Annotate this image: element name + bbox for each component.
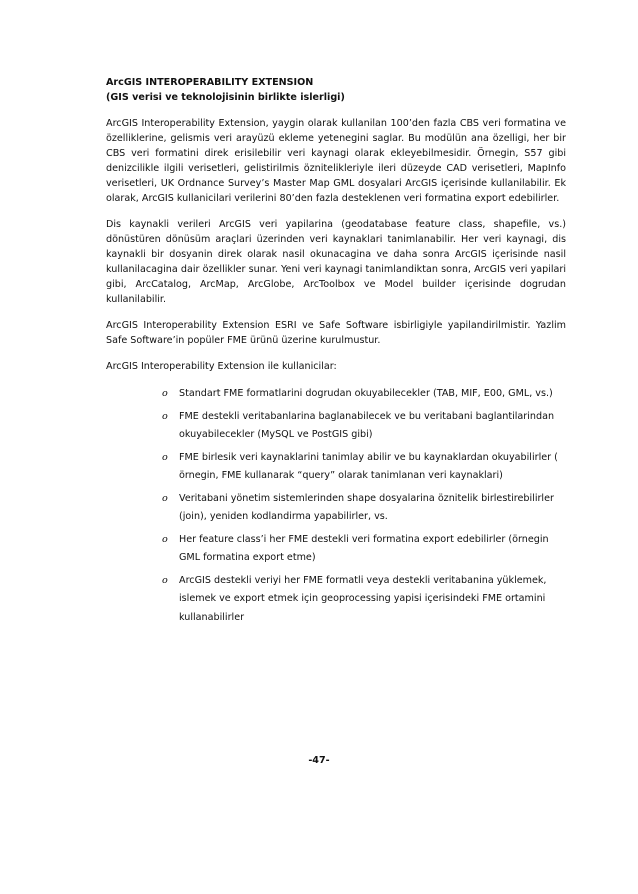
list-item-text: FME birlesik veri kaynaklarini tanimlay abilir ve bu kaynaklardan okuyabilirler ( örnegin, FME kullanarak “query” olarak tanimlanan veri kaynaklari)	[179, 451, 558, 481]
bullet-marker: o	[162, 533, 168, 545]
list-item	[162, 490, 566, 527]
list-item-text: Veritabani yönetim sistemlerinden shape dosyalarina öznitelik birlestirebilirler (join), yeniden kodlandirma yapabilirler, vs.	[179, 492, 554, 522]
paragraph-list-intro: ArcGIS Interoperability Extension ile kullanicilar:	[106, 361, 337, 372]
page-number: -47-	[308, 755, 330, 766]
list-item-text: FME destekli veritabanlarina baglanabilecek ve bu veritabani baglantilarindan okuyabilecekler (MySQL ve PostGIS gibi)	[179, 410, 555, 440]
capabilities-list	[106, 385, 566, 627]
section-subtitle: (GIS verisi ve teknolojisinin birlikte islerligi)	[106, 92, 345, 103]
bullet-marker: o	[162, 574, 168, 586]
paragraph-intro: ArcGIS Interoperability Extension, yaygin olarak kullanilan 100’den fazla CBS veri formatina ve özelliklerine, gelismis veri arayüzü ekleme yetenegini saglar. Bu modülün ana özelligi, her bir CBS veri formatini direk erisilebilir veri kaynagi olarak ekleyebilmesidir. Örnegin, S57 gibi denizcilikle ilgili verisetleri, gelistirilmis öznitelikleriyle ileri düzeyde CAD verisetleri, MapInfo verisetleri, UK Ordnance Survey’s Master Map GML dosyalari ArcGIS içerisinde kullanilabilir. Ek olarak, ArcGIS kullanicilari verilerini 80’den fazla desteklenen veri formatina export edebilirler.	[106, 118, 566, 204]
page-content	[106, 75, 566, 631]
list-item-text: ArcGIS destekli veriyi her FME formatli veya destekli veritabanina yüklemek, islemek ve export etmek için geoprocessing yapisi içerisindeki FME ortamini kullanabilirler	[179, 574, 547, 623]
list-item	[162, 531, 566, 568]
paragraph-data-sources: Dis kaynakli verileri ArcGIS veri yapilarina (geodatabase feature class, shapefile, vs.) dönüstüren dönüsüm araçlari üzerinden veri kaynaklari tanimlanabilir. Her veri kaynagi, dis kaynakli bir dosyanin direk olarak nasil okunacagina ve daha sonra ArcGIS içerisinde nasil kullanilacagina dair özellikler sunar. Yeni veri kaynagi tanimlandiktan sonra, ArcGIS veri yapilari gibi, ArcCatalog, ArcMap, ArcGlobe, ArcToolbox ve Model builder içerisinde dogrudan kullanilabilir.	[106, 219, 566, 305]
list-item	[162, 385, 566, 404]
bullet-marker: o	[162, 410, 168, 422]
section-title: ArcGIS INTEROPERABILITY EXTENSION	[106, 77, 314, 88]
bullet-marker: o	[162, 388, 168, 399]
list-item	[162, 572, 566, 628]
list-item	[162, 408, 566, 445]
list-item	[162, 449, 566, 486]
bullet-marker: o	[162, 492, 168, 504]
list-item-text: Her feature class’i her FME destekli veri formatina export edebilirler (örnegin GML formatina export etme)	[179, 533, 549, 563]
paragraph-fme: ArcGIS Interoperability Extension ESRI ve Safe Software isbirligiyle yapilandirilmistir. Yazlim Safe Software’in popüler FME ürünü üzerine kurulmustur.	[106, 320, 566, 346]
list-item-text: Standart FME formatlarini dogrudan okuyabilecekler (TAB, MIF, E00, GML, vs.)	[179, 388, 553, 399]
bullet-marker: o	[162, 451, 168, 463]
